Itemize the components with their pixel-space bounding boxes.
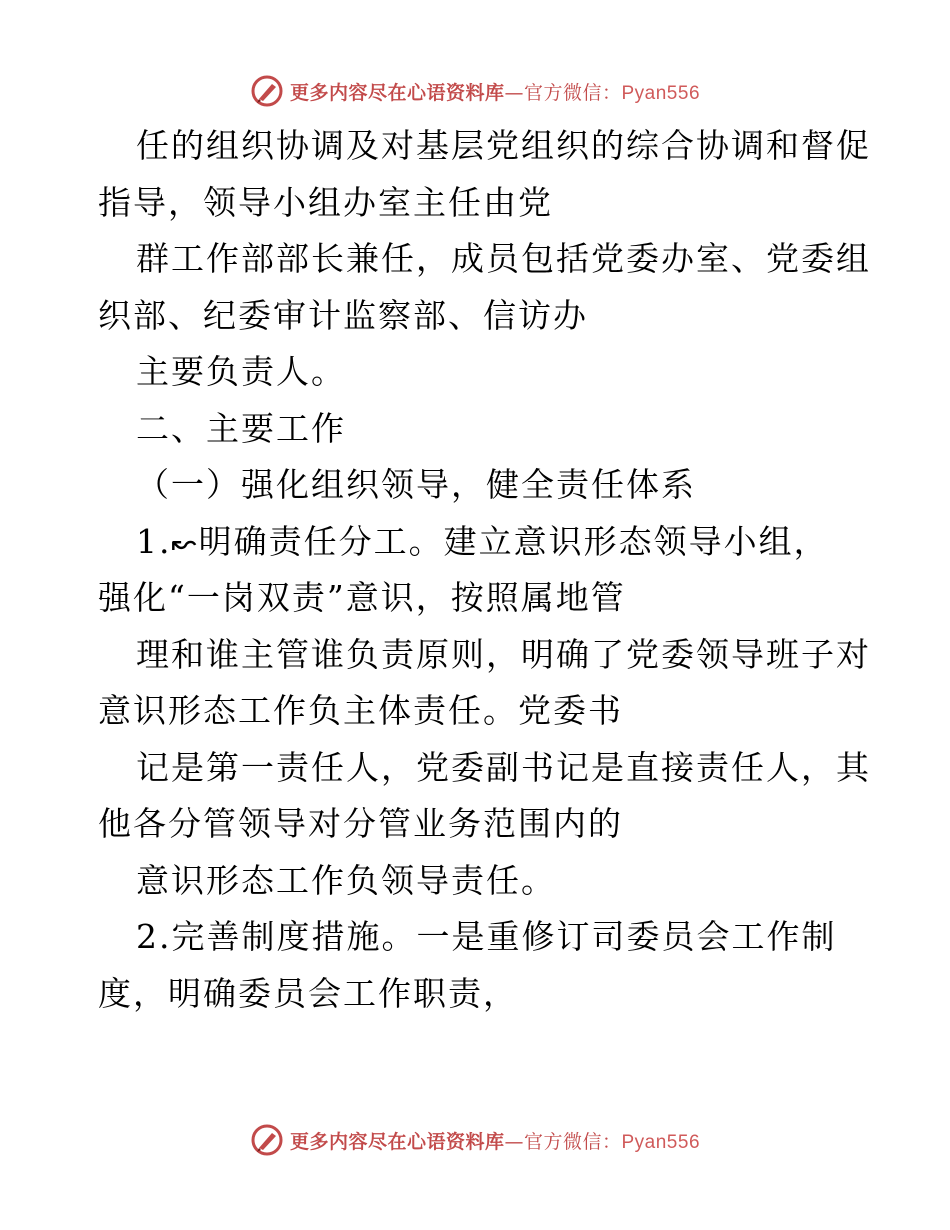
text-line: 度，明确委员会工作职责，	[98, 973, 518, 1013]
header-watermark	[0, 71, 950, 111]
watermark-text: 更多内容尽在心语资料库—官方微信：Pyan556	[289, 81, 701, 104]
text-line: 意识形态工作负主体责任。党委书	[98, 691, 623, 730]
text-line: 指导，领导小组办室主任由党	[98, 182, 553, 222]
ornament-glyph-icon: ↜	[171, 525, 199, 561]
text-line	[98, 514, 858, 571]
footer-watermark	[0, 1120, 950, 1160]
pen-logo-icon	[250, 74, 284, 108]
text-line: 主要负责人。	[136, 352, 346, 391]
text-line: 理和谁主管谁负责原则，明确了党委领导班子对	[136, 634, 871, 674]
document-body	[98, 118, 871, 1022]
item-number: 1.	[136, 521, 172, 561]
section-heading: 二、主要工作	[136, 408, 346, 448]
pen-logo-icon	[250, 1123, 284, 1157]
text-line: 他各分管领导对分管业务范围内的	[98, 804, 623, 843]
item-text: 明确责任分工。建立意识形态领导小组，	[198, 521, 829, 561]
text-line: 2.完善制度措施。一是重修订司委员会工作制	[136, 917, 837, 956]
subsection-heading: （一）强化组织领导，健全责任体系	[136, 465, 696, 504]
watermark-text: 更多内容尽在心语资料库—官方微信：Pyan556	[289, 1130, 701, 1153]
text-line: 群工作部部长兼任，成员包括党委办室、党委组	[136, 239, 871, 278]
text-line: 记是第一责任人，党委副书记是直接责任人，其	[136, 747, 871, 787]
text-line: 意识形态工作负领导责任。	[136, 860, 556, 900]
text-line: 织部、纪委审计监察部、信访办	[98, 295, 588, 335]
text-line: 强化“一岗双责”意识，按照属地管	[98, 578, 626, 617]
text-line: 任的组织协调及对基层党组织的综合协调和督促	[136, 126, 871, 165]
